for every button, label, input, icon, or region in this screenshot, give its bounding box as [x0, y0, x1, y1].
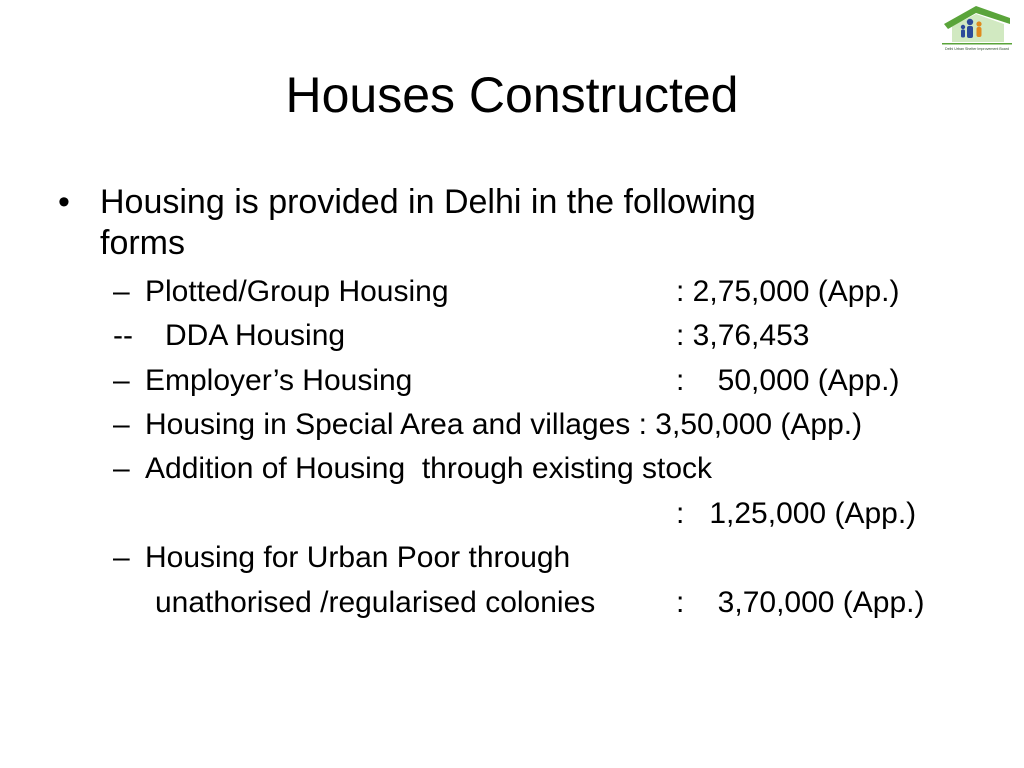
bullet-text-line-2: forms	[100, 224, 185, 262]
sub-item-dash: –	[113, 452, 130, 485]
bullet-dot-icon: •	[58, 183, 70, 221]
sub-item-label: Housing for Urban Poor through	[145, 541, 571, 574]
sub-item-dash: --	[113, 319, 133, 352]
sub-item-label: Employer’s Housing	[145, 364, 413, 397]
sub-item-dash: –	[113, 275, 130, 308]
sub-item-label-continued: unathorised /regularised colonies	[155, 586, 596, 619]
sub-item-value: : 3,76,453	[676, 319, 810, 352]
svg-text:Delhi Urban Shelter Improvemen: Delhi Urban Shelter Improvement Board	[945, 47, 1009, 51]
sub-item-label: Addition of Housing through existing stock	[145, 452, 712, 485]
dusib-logo	[938, 2, 1014, 54]
sub-item-value: : 1,25,000 (App.)	[676, 497, 917, 530]
slide-title: Houses Constructed	[285, 67, 739, 123]
bullet-text-line-1: Housing is provided in Delhi in the following	[100, 183, 756, 221]
sub-item-label: Plotted/Group Housing	[145, 275, 449, 308]
sub-item-label: DDA Housing	[165, 319, 346, 352]
sub-item-label: Housing in Special Area and villages : 3,50,000 (App.)	[145, 408, 863, 441]
sub-item-dash: –	[113, 541, 130, 574]
house-logo-icon	[938, 2, 1014, 54]
sub-item-value: : 3,70,000 (App.)	[676, 586, 925, 619]
sub-item-dash: –	[113, 408, 130, 441]
sub-item-value: : 2,75,000 (App.)	[676, 275, 900, 308]
sub-item-dash: –	[113, 364, 130, 397]
sub-item-value: : 50,000 (App.)	[676, 364, 900, 397]
